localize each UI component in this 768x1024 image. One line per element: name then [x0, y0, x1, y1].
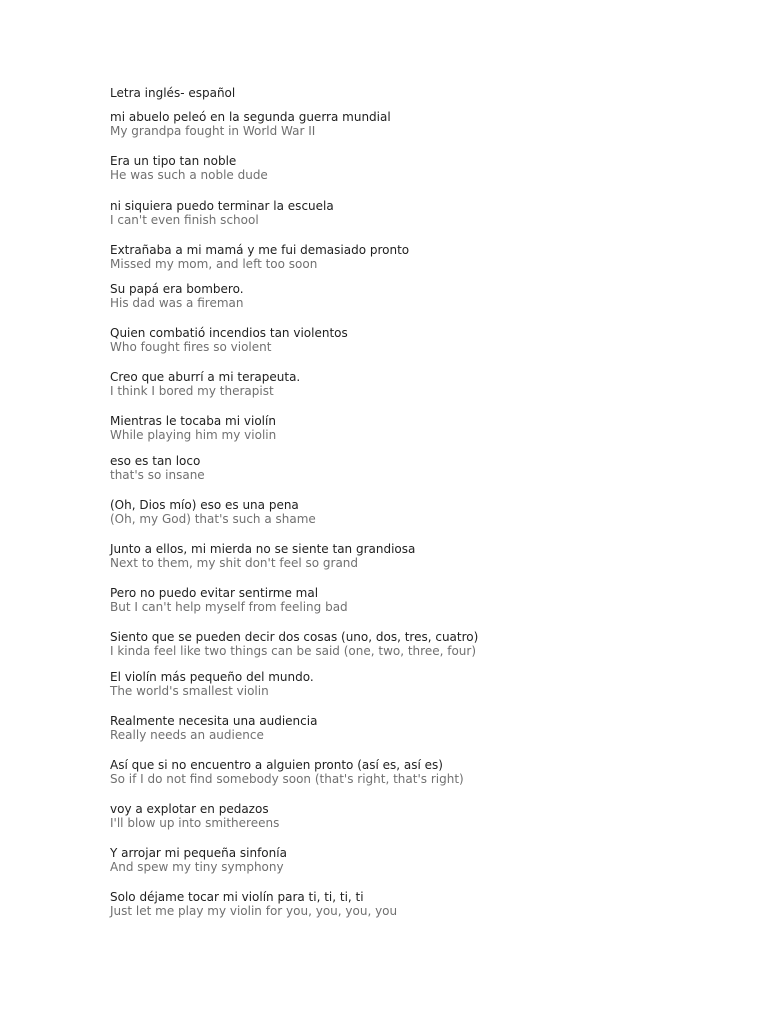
lyric-pair: [110, 282, 244, 310]
english-line: Next to them, my shit don't feel so grand: [110, 556, 359, 570]
spanish-line: Pero no puedo evitar sentirme mal: [110, 586, 319, 600]
lyric-pair: [110, 670, 314, 698]
lyric-pair: [110, 498, 316, 526]
spanish-line: El violín más pequeño del mundo.: [110, 670, 314, 684]
spanish-line: eso es tan loco: [110, 454, 201, 468]
english-line: He was such a noble dude: [110, 168, 268, 182]
lyric-pair: [110, 110, 391, 138]
lyric-pair: [110, 542, 415, 570]
spanish-line: Su papá era bombero.: [110, 282, 244, 296]
english-line: My grandpa fought in World War II: [110, 124, 316, 138]
english-line: Just let me play my violin for you, you, you, you: [110, 904, 398, 918]
spanish-line: Era un tipo tan noble: [110, 154, 237, 168]
lyric-pair: [110, 714, 317, 742]
spanish-line: Junto a ellos, mi mierda no se siente tan grandiosa: [110, 542, 416, 556]
lyric-pair: [110, 243, 409, 271]
spanish-line: Solo déjame tocar mi violín para ti, ti, ti, ti: [110, 890, 364, 904]
english-line: So if I do not find somebody soon (that's right, that's right): [110, 772, 464, 786]
lyric-pair: [110, 890, 397, 918]
lyric-pair: [110, 370, 300, 398]
english-line: While playing him my violin: [110, 428, 277, 442]
english-line: Missed my mom, and left too soon: [110, 257, 318, 271]
spanish-line: Quien combatió incendios tan violentos: [110, 326, 348, 340]
english-line: I'll blow up into smithereens: [110, 816, 280, 830]
english-line: (Oh, my God) that's such a shame: [110, 512, 316, 526]
lyric-pair: [110, 586, 348, 614]
lyric-pair: [110, 154, 268, 182]
spanish-line: Creo que aburrí a mi terapeuta.: [110, 370, 301, 384]
spanish-line: Extrañaba a mi mamá y me fui demasiado pronto: [110, 243, 410, 257]
spanish-line: Mientras le tocaba mi violín: [110, 414, 276, 428]
english-line: And spew my tiny symphony: [110, 860, 284, 874]
english-line: The world's smallest violin: [110, 684, 269, 698]
lyric-pair: [110, 758, 464, 786]
spanish-line: (Oh, Dios mío) eso es una pena: [110, 498, 299, 512]
english-line: His dad was a fireman: [110, 296, 244, 310]
lyric-pair: [110, 199, 334, 227]
spanish-line: ni siquiera puedo terminar la escuela: [110, 199, 334, 213]
english-line: I can't even finish school: [110, 213, 259, 227]
english-line: that's so insane: [110, 468, 205, 482]
english-line: Really needs an audience: [110, 728, 264, 742]
document-title: Letra inglés- español: [110, 86, 236, 100]
lyric-pair: [110, 846, 287, 874]
english-line: I kinda feel like two things can be said (one, two, three, four): [110, 644, 477, 658]
spanish-line: Y arrojar mi pequeña sinfonía: [110, 846, 287, 860]
lyric-pair: [110, 326, 348, 354]
lyric-pair: [110, 454, 205, 482]
spanish-line: mi abuelo peleó en la segunda guerra mundial: [110, 110, 391, 124]
lyric-pair: [110, 630, 478, 658]
english-line: I think I bored my therapist: [110, 384, 274, 398]
spanish-line: voy a explotar en pedazos: [110, 802, 269, 816]
spanish-line: Así que si no encuentro a alguien pronto (así es, así es): [110, 758, 443, 772]
lyric-pair: [110, 802, 279, 830]
lyric-pair: [110, 414, 276, 442]
spanish-line: Siento que se pueden decir dos cosas (uno, dos, tres, cuatro): [110, 630, 479, 644]
english-line: Who fought fires so violent: [110, 340, 272, 354]
english-line: But I can't help myself from feeling bad: [110, 600, 348, 614]
spanish-line: Realmente necesita una audiencia: [110, 714, 318, 728]
